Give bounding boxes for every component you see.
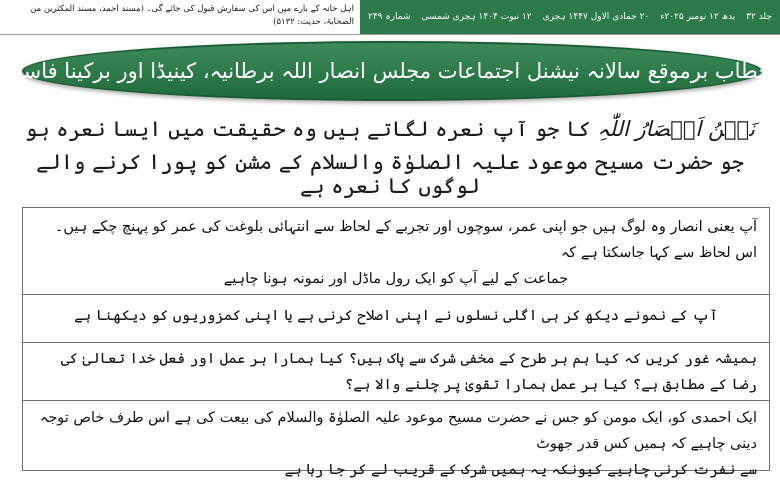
banner-title: خطاب برموقع سالانہ نیشنل اجتماعات مجلس انصار اللہ برطانیہ، کینیڈا اور برکینا فاسو	[12, 59, 772, 83]
headline-line-2: جو حضرت مسیح موعود علیہ الصلوٰۃ والسلام کے مشن کو پورا کرنے والے لوگوں کا نعرہ ہے	[36, 150, 744, 198]
headline-arabic-phrase: نَحۡنُ اَنۡصَارُ اللّٰہِ	[597, 117, 755, 141]
paragraph-4-line-1: ایک احمدی کو، ایک مومن کو جس نے حضرت مسیح موعود علیہ الصلوٰۃ والسلام کی بیعت کی ہے اس طرف خاص توجہ دینی چاہیے کہ ہمیں کس قدر جھوٹ	[39, 410, 757, 452]
divider	[23, 342, 769, 343]
volume-number: جلد ۳۲	[746, 12, 772, 22]
paragraph-1-line-1: آپ یعنی انصار وہ لوگ ہیں جو اپنی عمر، سوچوں اور تجربے کے لحاظ سے انتہائی بلوغت کی عمر کو پہنچ چکے ہیں۔ اس لحاظ سے کہا جاسکتا ہے کہ	[54, 219, 757, 261]
hijri-date: ۲۰ جمادی الاول ۱۴۴۷ ہجری	[542, 12, 650, 22]
issue-header	[0, 0, 780, 35]
gregorian-date: بدھ ۱۲ نومبر ۲۰۲۵ء	[660, 12, 736, 22]
divider	[23, 294, 769, 295]
hijri-shamsi-date: ۱۲ نبوت ۱۴۰۴ ہجری شمسی	[421, 12, 532, 22]
hadith-text: اہل خانہ کے بارے میں اس کی سفارش قبول کی جائے گی۔ (مسند احمد، مسند المکثرین من الصحابۃ، حدیث: ۵۱۳۲)	[30, 4, 354, 27]
title-banner	[12, 41, 772, 101]
hadith-excerpt	[0, 0, 360, 34]
issue-number: شمارہ ۲۴۹	[368, 12, 411, 22]
paragraph-3: ہمیشہ غور کریں کہ کیا ہم ہر طرح کے مخفی شرک سے پاک ہیں؟ کیا ہمارا ہر عمل اور فعل خدا تعالیٰ کی رضا کے مطابق ہے؟ کیا ہر عمل ہمارا تقویٰ پر چلنے والا ہے؟	[60, 351, 757, 393]
paragraph-1-line-2: جماعت کے لیے آپ کو ایک رول ماڈل اور نمونہ ہونا چاہیے	[223, 271, 569, 287]
quote-box-1	[22, 207, 770, 343]
paragraph-2: آپ کے نمونے دیکھ کر ہی اگلی نسلوں نے اپنی اصلاح کرنی ہے یا اپنی کمزوریوں کو دیکھنا ہے	[74, 308, 718, 324]
divider	[23, 400, 769, 401]
paragraph-4-line-2: سے نفرت کرنی چاہیے کیونکہ یہ ہمیں شرک کے قریب لے کر جا رہا ہے	[284, 462, 757, 478]
headline-line-1	[20, 117, 760, 141]
headline-line-1-text: کا جو آپ نعرہ لگاتے ہیں وہ حقیقت میں ایسا نعرہ ہو	[25, 117, 598, 141]
quote-box-2	[22, 342, 770, 478]
issue-meta-bar	[360, 0, 780, 34]
